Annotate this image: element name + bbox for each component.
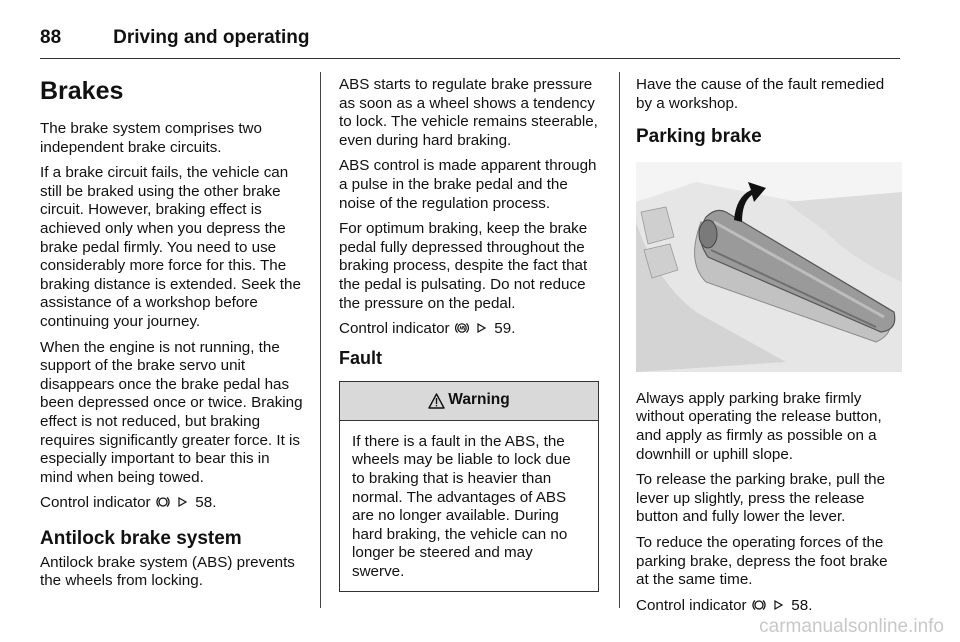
column-divider: [320, 72, 321, 608]
paragraph: Always apply parking brake firmly without operating the release button, and apply as firmly as possible on a downhill or uphill slope.: [636, 389, 882, 463]
watermark: carmanualsonline.info: [759, 616, 944, 637]
abs-indicator-icon: [455, 321, 469, 335]
paragraph: If a brake circuit fails, the vehicle can still be braked using the other brake circuit. However, braking effect is achieved only when you depress the brake pedal firmly. You need to use considerably more force for this. The braking distance is extended. Seek the assistance of a workshop before continuing your journey.: [40, 164, 301, 330]
page-reference-arrow-icon: [772, 598, 786, 612]
parking-brake-lever-illustration: [636, 162, 902, 372]
brakes-heading: Brakes: [40, 77, 124, 105]
paragraph: ABS starts to regulate brake pressure as soon as a wheel shows a tendency to lock. The vehicle remains steerable, even during hard braking.: [339, 76, 598, 149]
brake-indicator-icon: [752, 598, 766, 612]
column-2: [339, 76, 602, 592]
paragraph: To release the parking brake, pull the lever up slightly, press the release button and fully lower the lever.: [636, 471, 886, 526]
paragraph: ABS control is made apparent through a pulse in the brake pedal and the noise of the regulation process.: [339, 157, 597, 212]
column-divider: [619, 72, 620, 608]
warning-header: [340, 382, 598, 421]
page-reference: 59.: [494, 320, 516, 338]
paragraph: Have the cause of the fault remedied by a workshop.: [636, 76, 885, 112]
paragraph: For optimum braking, keep the brake pedal fully depressed throughout the braking process, despite the fact that the pedal is pulsating. Do not reduce the pressure on the pedal.: [339, 220, 588, 312]
warning-box: [339, 381, 599, 593]
section-title: Driving and operating: [113, 27, 310, 48]
page-number: 88: [40, 27, 62, 48]
warning-text: If there is a fault in the ABS, the wheels may be liable to lock due to braking that is heavier than normal. The advantages of ABS are no longer available. During hard braking, the vehicle can no longer be steered and may swerve.: [352, 432, 571, 580]
column-3: [636, 76, 902, 622]
paragraph: The brake system comprises two independent brake circuits.: [40, 120, 262, 156]
warning-title: Warning: [448, 391, 510, 409]
control-indicator-line: [40, 494, 304, 513]
page-reference: 58.: [195, 494, 217, 512]
fault-heading: Fault: [339, 347, 382, 368]
parking-brake-heading: Parking brake: [636, 126, 762, 148]
indicator-label: Control indicator: [40, 494, 151, 512]
paragraph: To reduce the operating forces of the parking brake, depress the foot brake at the same time.: [636, 533, 888, 589]
column-1: [40, 76, 304, 598]
page-reference-arrow-icon: [176, 495, 190, 509]
abs-heading: Antilock brake system: [40, 527, 242, 549]
page-reference: 58.: [791, 596, 813, 614]
warning-triangle-icon: [428, 393, 445, 409]
indicator-label: Control indicator: [339, 320, 450, 338]
control-indicator-line: [339, 320, 602, 339]
indicator-label: Control indicator: [636, 596, 747, 614]
page-reference-arrow-icon: [475, 321, 489, 335]
control-indicator-line: [636, 597, 902, 616]
paragraph: When the engine is not running, the support of the brake servo unit disappears once the brake pedal has been depressed once or twice. Braking effect is not reduced, but braking requires significantly greater force. It is especially important to bear this in mind when being towed.: [40, 338, 303, 486]
brake-indicator-icon: [156, 495, 170, 509]
paragraph: Antilock brake system (ABS) prevents the wheels from locking.: [40, 553, 295, 590]
page-header: [40, 18, 900, 59]
